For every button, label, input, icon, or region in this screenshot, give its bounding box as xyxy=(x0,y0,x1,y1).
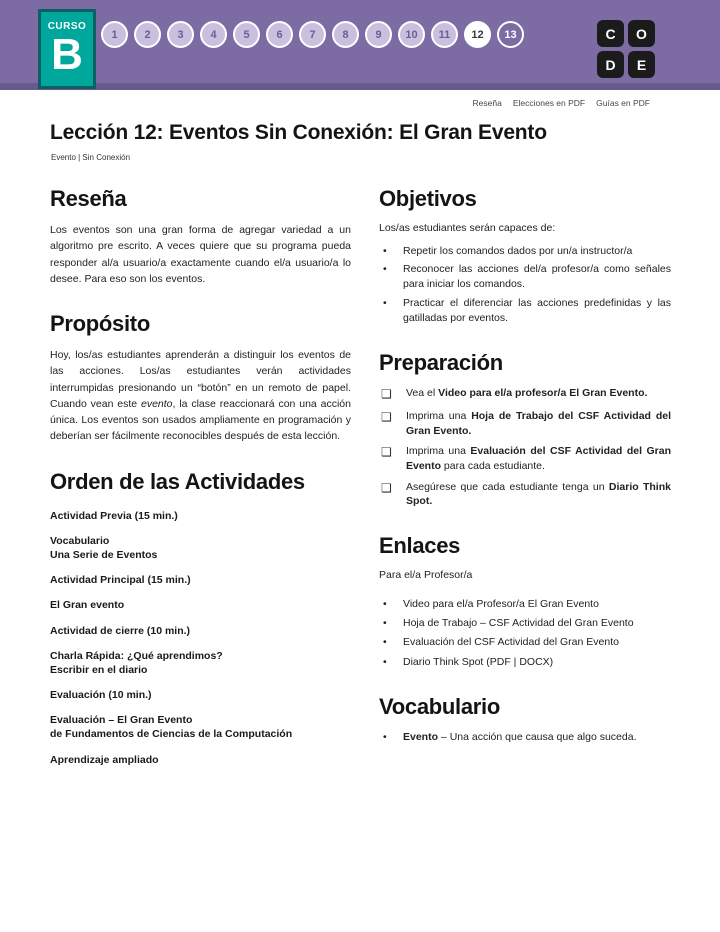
course-badge xyxy=(38,9,96,89)
lesson-circle-1[interactable]: 1 xyxy=(101,21,128,48)
lesson-circle-2[interactable]: 2 xyxy=(134,21,161,48)
lesson-circle-10[interactable]: 10 xyxy=(398,21,425,48)
course-badge-letter: B xyxy=(51,30,83,79)
link-item: • Hoja de Trabajo – CSF Actividad del Gran Evento xyxy=(379,616,671,631)
objective-item: • Repetir los comandos dados por un/a instructor/a xyxy=(379,244,671,259)
checkbox-icon[interactable]: ❑ xyxy=(381,409,392,424)
lesson-nav xyxy=(101,21,524,48)
enlaces-heading: Enlaces xyxy=(379,533,461,559)
pdf-links-row xyxy=(0,98,720,110)
lesson-circle-5[interactable]: 5 xyxy=(233,21,260,48)
activity-item: Evaluación (10 min.) xyxy=(50,689,152,702)
activity-item: Actividad Previa (15 min.) xyxy=(50,509,178,522)
proposito-heading: Propósito xyxy=(50,311,150,337)
lesson-circle-11[interactable]: 11 xyxy=(431,21,458,48)
left-column xyxy=(50,186,351,778)
resena-heading: Reseña xyxy=(50,186,127,211)
activity-item: El Gran evento xyxy=(50,599,125,612)
content-columns xyxy=(50,186,670,778)
vocabulario-heading: Vocabulario xyxy=(379,693,500,719)
activity-item: Charla Rápida: ¿Qué aprendimos? Escribir en el diario xyxy=(50,649,223,676)
objetivos-section xyxy=(379,186,671,326)
bullet-icon: • xyxy=(383,296,387,309)
activity-item: Vocabulario Una Serie de Eventos xyxy=(50,534,158,561)
vocab-item: • Evento – Una acción que causa que algo suceda. xyxy=(379,730,671,745)
lesson-circle-9[interactable]: 9 xyxy=(365,21,392,48)
objetivos-intro: Los/as estudiantes serán capaces de: xyxy=(379,222,556,234)
lesson-circle-7[interactable]: 7 xyxy=(299,21,326,48)
preparacion-list xyxy=(379,386,671,509)
lesson-circle-3[interactable]: 3 xyxy=(167,21,194,48)
logo-letter-c: C xyxy=(597,20,624,47)
course-badge-label: CURSO xyxy=(47,21,87,32)
prep-item: ❑ Asegúrese que cada estudiante tenga un Diario Think Spot. xyxy=(381,480,671,508)
bullet-icon: • xyxy=(383,655,387,668)
logo-letter-d: D xyxy=(597,51,624,78)
page-subtitle: Evento | Sin Conexión xyxy=(51,153,131,162)
objetivos-heading: Objetivos xyxy=(379,186,477,211)
right-column xyxy=(379,186,671,778)
proposito-paragraph: Hoy, los/as estudiantes aprenderán a distinguir los eventos de las acciones. Los/as estudiantes verán actividades interrumpidas presionando un “botón” en un remoto de papel. Cuando vean este evento, la clase reaccionará con una acción única. Los eventos son usados ampliamente en programación y deberían ser fácilmente reconocibles después de esta lección. xyxy=(50,349,351,443)
bullet-icon: • xyxy=(383,730,387,743)
checkbox-icon[interactable]: ❑ xyxy=(381,387,392,402)
logo-letter-e: E xyxy=(628,51,655,78)
bullet-icon: • xyxy=(383,617,387,630)
prep-item: ❑ Vea el Video para el/a profesor/a El Gran Evento. xyxy=(381,387,648,402)
orden-heading: Orden de las Actividades xyxy=(50,468,305,494)
bullet-icon: • xyxy=(383,245,387,257)
activity-list xyxy=(50,509,351,767)
objective-item: • Reconocer las acciones del/a profesor/a como señales para iniciar los comandos. xyxy=(379,262,671,292)
activity-item: Evaluación – El Gran Evento de Fundamentos de Ciencias de la Computación xyxy=(50,714,293,741)
bullet-icon: • xyxy=(383,598,387,611)
enlaces-section xyxy=(379,533,671,670)
checkbox-icon[interactable]: ❑ xyxy=(381,445,392,460)
logo-letter-o: O xyxy=(628,20,655,47)
enlaces-list xyxy=(379,597,671,670)
preparacion-heading: Preparación xyxy=(379,350,503,376)
pdf-link[interactable]: Elecciones en PDF xyxy=(512,98,586,108)
page-title: Lección 12: Eventos Sin Conexión: El Gran Evento xyxy=(50,121,547,144)
link-item: • Video para el/a Profesor/a El Gran Evento xyxy=(379,597,671,612)
code-org-logo xyxy=(597,20,655,78)
preparacion-section xyxy=(379,350,671,509)
objetivos-list xyxy=(379,244,671,326)
lesson-circle-6[interactable]: 6 xyxy=(266,21,293,48)
lesson-circle-8[interactable]: 8 xyxy=(332,21,359,48)
objective-item: • Practicar el diferenciar las acciones predefinidas y las gatilladas por eventos. xyxy=(379,296,671,326)
activity-item: Actividad Principal (15 min.) xyxy=(50,574,191,587)
vocabulario-section xyxy=(379,694,671,745)
checkbox-icon[interactable]: ❑ xyxy=(381,480,392,495)
link-item: • Evaluación del CSF Actividad del Gran Evento xyxy=(379,635,671,650)
resena-paragraph: Los eventos son una gran forma de agregar variedad a un algoritmo pre escrito. A veces quiere que su programa pueda responder al/a usuario/a exactamente cuando el/a usuario/a lo desee. Para eso son los eventos. xyxy=(50,224,351,285)
bullet-icon: • xyxy=(383,636,387,649)
prep-item: ❑ Imprima una Evaluación del CSF Actividad del Gran Evento para cada estudiante. xyxy=(381,445,671,472)
activity-item: Aprendizaje ampliado xyxy=(50,753,159,766)
pdf-link[interactable]: Guías en PDF xyxy=(596,98,650,108)
lesson-circle-13[interactable]: 13 xyxy=(497,21,524,48)
lesson-circle-12[interactable]: 12 xyxy=(464,21,491,48)
course-header xyxy=(0,0,720,90)
vocabulario-list xyxy=(379,730,671,745)
activity-item: Actividad de cierre (10 min.) xyxy=(50,624,191,637)
pdf-link[interactable]: Reseña xyxy=(472,98,502,108)
link-item: • Diario Think Spot (PDF | DOCX) xyxy=(379,655,671,670)
enlaces-intro: Para el/a Profesor/a xyxy=(379,569,473,582)
prep-item: ❑ Imprima una Hoja de Trabajo del CSF Actividad del Gran Evento. xyxy=(381,409,671,437)
bullet-icon: • xyxy=(383,263,387,276)
lesson-circle-4[interactable]: 4 xyxy=(200,21,227,48)
